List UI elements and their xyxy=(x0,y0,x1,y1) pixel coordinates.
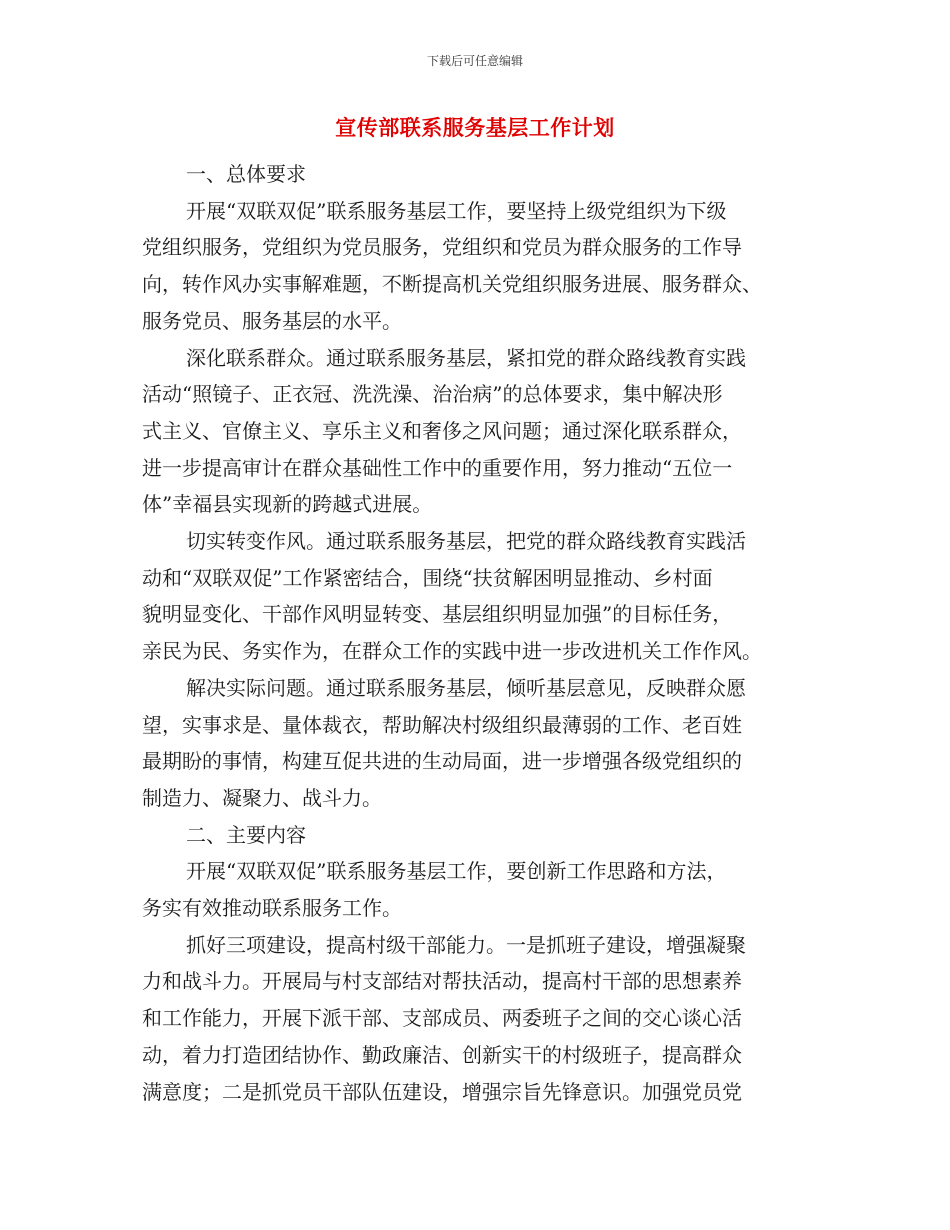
text-line: 深化联系群众。通过联系服务基层，紧扣党的群众路线教育实践 xyxy=(186,345,746,370)
text-line: 力和战斗力。开展局与村支部结对帮扶活动，提高村干部的思想素养 xyxy=(142,969,742,994)
text-line: 开展“双联双促”联系服务基层工作，要创新工作思路和方法， xyxy=(186,859,727,884)
text-line: 开展“双联双促”联系服务基层工作，要坚持上级党组织为下级 xyxy=(186,198,727,223)
text-line: 向，转作风办实事解难题，不断提高机关党组织服务进展、服务群众、 xyxy=(142,272,762,297)
text-line: 亲民为民、务实作为，在群众工作的实践中进一步改进机关工作作风。 xyxy=(142,639,762,664)
text-line: 动和“双联双促”工作紧密结合，围绕“扶贫解困明显推动、乡村面 xyxy=(142,565,713,590)
text-line: 式主义、官僚主义、享乐主义和奢侈之风问题；通过深化联系群众， xyxy=(142,418,742,443)
text-line: 二、主要内容 xyxy=(186,822,306,847)
text-line: 党组织服务，党组织为党员服务，党组织和党员为群众服务的工作导 xyxy=(142,235,742,260)
text-line: 务实有效推动联系服务工作。 xyxy=(142,896,402,921)
text-line: 体”幸福县实现新的跨越式进展。 xyxy=(142,492,433,517)
text-line: 活动“照镜子、正衣冠、洗洗澡、治治病”的总体要求，集中解决形 xyxy=(142,382,723,407)
page-header-note: 下载后可任意编辑 xyxy=(426,54,523,68)
text-line: 望，实事求是、量体裁衣，帮助解决村级组织最薄弱的工作、老百姓 xyxy=(142,712,742,737)
text-line: 切实转变作风。通过联系服务基层，把党的群众路线教育实践活 xyxy=(186,529,746,554)
text-line: 抓好三项建设，提高村级干部能力。一是抓班子建设，增强凝聚 xyxy=(186,932,746,957)
text-line: 服务党员、服务基层的水平。 xyxy=(142,308,402,333)
text-line: 解决实际问题。通过联系服务基层，倾听基层意见，反映群众愿 xyxy=(186,675,746,700)
text-line: 一、总体要求 xyxy=(186,162,306,186)
text-line: 进一步提高审计在群众基础性工作中的重要作用，努力推动“五位一 xyxy=(142,455,733,480)
text-line: 最期盼的事情，构建互促共进的生动局面，进一步增强各级党组织的 xyxy=(142,749,742,774)
document-title: 宣传部联系服务基层工作计划 xyxy=(335,115,615,140)
text-line: 貌明显变化、干部作风明显转变、基层组织明显加强”的目标任务， xyxy=(142,602,733,627)
text-line: 和工作能力，开展下派干部、支部成员、两委班子之间的交心谈心活 xyxy=(142,1006,742,1031)
text-line: 制造力、凝聚力、战斗力。 xyxy=(142,785,382,810)
document-body xyxy=(142,156,822,1110)
text-line: 动，着力打造团结协作、勤政廉洁、创新实干的村级班子，提高群众 xyxy=(142,1042,742,1067)
text-line: 满意度；二是抓党员干部队伍建设，增强宗旨先锋意识。加强党员党 xyxy=(142,1079,742,1104)
